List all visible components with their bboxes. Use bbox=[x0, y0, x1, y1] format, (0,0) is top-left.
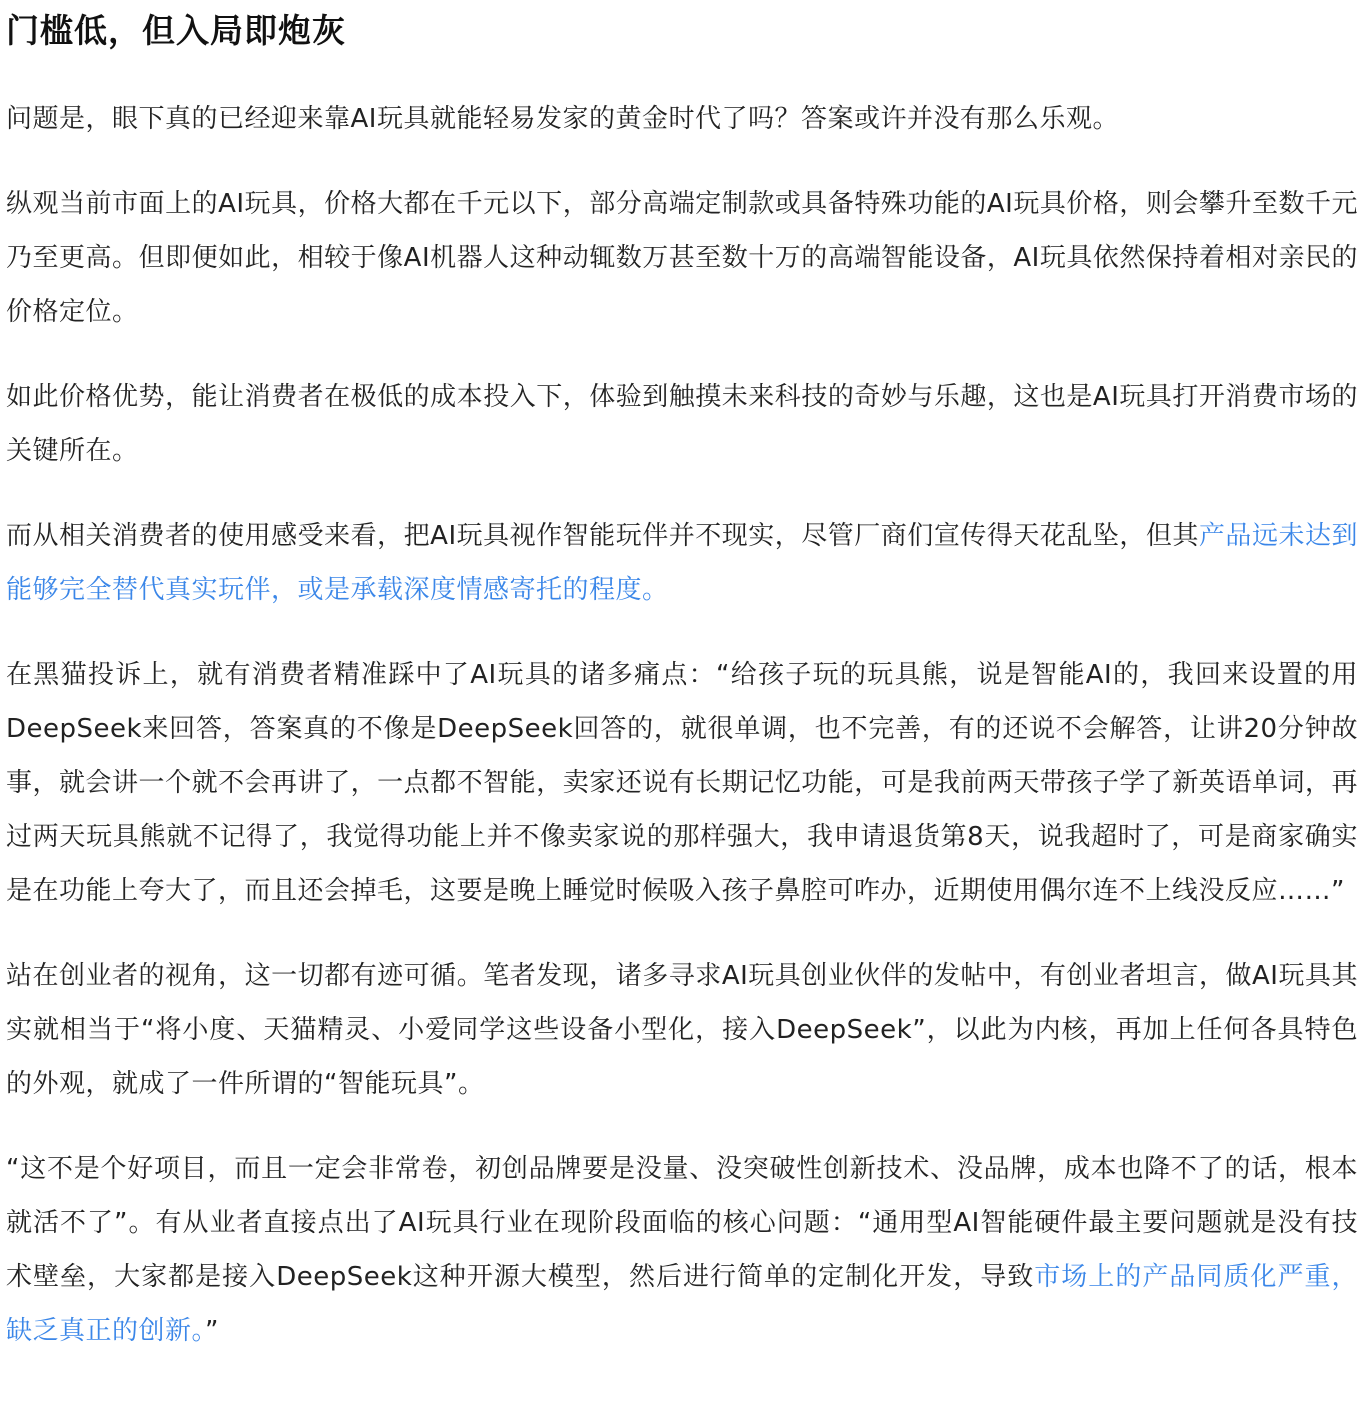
section-heading: 门槛低，但入局即炮灰 bbox=[6, 11, 346, 50]
paragraph-2: 纵观当前市面上的AI玩具，价格大都在千元以下，部分高端定制款或具备特殊功能的AI玩具价格，则会攀升至数千元乃至更高。但即便如此，相较于像AI机器人这种动辄数万甚至数十万的高端智能设备，AI玩具依然保持着相对亲民的价格定位。 bbox=[6, 189, 1358, 327]
paragraph-1: 问题是，眼下真的已经迎来靠AI玩具就能轻易发家的黄金时代了吗？答案或许并没有那么乐观。 bbox=[6, 104, 1119, 134]
paragraph-7-link[interactable]: 市场上的产品同质化严重，缺乏真正的创新。 bbox=[6, 1262, 1358, 1346]
paragraph-5: 在黑猫投诉上，就有消费者精准踩中了AI玩具的诸多痛点：“给孩子玩的玩具熊，说是智能AI的，我回来设置的用DeepSeek来回答，答案真的不像是DeepSeek回答的，就很单调，也不完善，有的还说不会解答，让讲20分钟故事，就会讲一个就不会再讲了，一点都不智能，卖家还说有长期记忆功能，可是我前两天带孩子学了新英语单词，再过两天玩具熊就不记得了，我觉得功能上并不像卖家说的那样强大，我申请退货第8天，说我超时了，可是商家确实是在功能上夸大了，而且还会掉毛，这要是晚上睡觉时候吸入孩子鼻腔可咋办，近期使用偶尔连不上线没反应……” bbox=[6, 660, 1358, 906]
paragraph-3: 如此价格优势，能让消费者在极低的成本投入下，体验到触摸未来科技的奇妙与乐趣，这也是AI玩具打开消费市场的关键所在。 bbox=[6, 382, 1358, 466]
paragraph-4-text: 而从相关消费者的使用感受来看，把AI玩具视作智能玩伴并不现实，尽管厂商们宣传得天花乱坠，但其 bbox=[6, 521, 1199, 551]
paragraph-7-text: “这不是个好项目，而且一定会非常卷，初创品牌要是没量、没突破性创新技术、没品牌，成本也降不了的话，根本就活不了”。有从业者直接点出了AI玩具行业在现阶段面临的核心问题：“通用型AI智能硬件最主要问题就是没有技术壁垒，大家都是接入DeepSeek这种开源大模型，然后进行简单的定制化开发，导致 bbox=[6, 1154, 1358, 1292]
paragraph-7-end: ” bbox=[205, 1316, 219, 1346]
paragraph-6: 站在创业者的视角，这一切都有迹可循。笔者发现，诸多寻求AI玩具创业伙伴的发帖中，有创业者坦言，做AI玩具其实就相当于“将小度、天猫精灵、小爱同学这些设备小型化，接入DeepSeek”，以此为内核，再加上任何各具特色的外观，就成了一件所谓的“智能玩具”。 bbox=[6, 961, 1358, 1099]
paragraph-7 bbox=[6, 1142, 1358, 1358]
paragraph-4-link[interactable]: 产品远未达到能够完全替代真实玩伴，或是承载深度情感寄托的程度。 bbox=[6, 521, 1358, 605]
paragraph-4 bbox=[6, 509, 1358, 617]
article bbox=[0, 8, 1358, 1358]
